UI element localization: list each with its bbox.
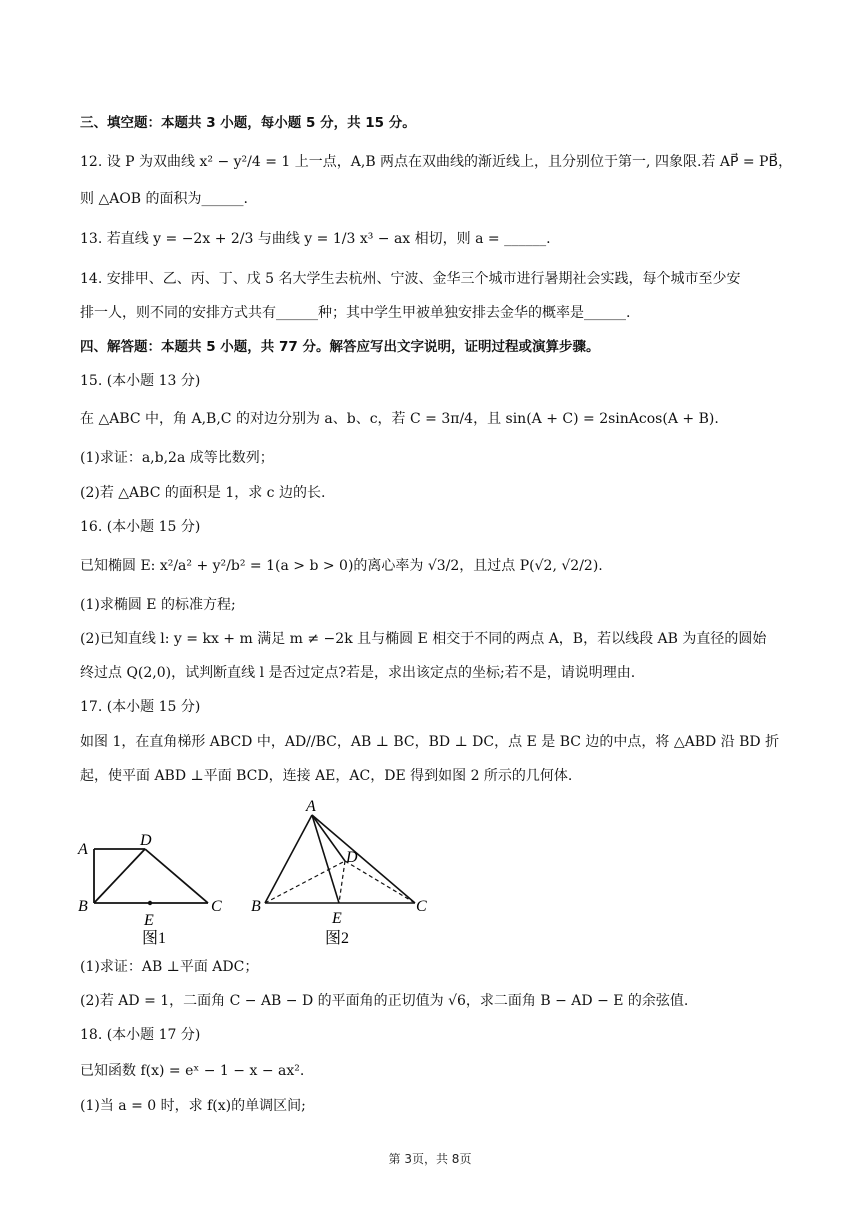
q14-line2: 排一人，则不同的安排方式共有______种；其中学生甲被单独安排去金华的概率是______. [80,305,631,321]
q16-part1: (1)求椭圆 E 的标准方程; [80,597,236,613]
fig2-label-c: C [416,898,427,915]
section-3-heading: 三、填空题：本题共 3 小题，每小题 5 分，共 15 分。 [80,115,416,131]
fig2-caption: 图2 [325,930,350,947]
fig2-label-b: B [251,898,261,915]
q17-stem-line1: 如图 1，在直角梯形 ABCD 中，AD//BC，AB ⊥ BC，BD ⊥ DC，点 E 是 BC 边的中点，将 △ABD 沿 BD 折 [80,734,780,750]
q15-part1: (1)求证：a,b,2a 成等比数列； [80,450,274,466]
page-footer: 第 3页，共 8页 [388,1152,472,1166]
q13-text: 13. 若直线 y = −2x + 2/3 与曲线 y = 1/3 x³ − ax 相切，则 a = ______. [80,231,551,247]
fig1-label-c: C [211,898,222,915]
q17-stem-line2: 起，使平面 ABD ⊥平面 BCD，连接 AE，AC，DE 得到如图 2 所示的几何体. [80,768,573,784]
q16-part2-line1: (2)已知直线 l: y = kx + m 满足 m ≠ −2k 且与椭圆 E 相交于不同的两点 A，B，若以线段 AB 为直径的圆始 [80,631,767,647]
figure-2-solid [245,795,445,950]
q15-part2: (2)若 △ABC 的面积是 1，求 c 边的长. [80,485,326,501]
section-4-heading: 四、解答题：本题共 5 小题，共 77 分。解答应写出文字说明，证明过程或演算步骤。 [80,339,600,355]
q15-title: 15. (本小题 13 分) [80,373,201,389]
fig1-label-b: B [78,898,88,915]
fig1-label-a: A [78,841,88,858]
fig1-caption: 图1 [142,930,167,947]
fig1-label-d: D [140,832,152,849]
figure-1-trapezoid [70,825,240,950]
q14-line1: 14. 安排甲、乙、丙、丁、戊 5 名大学生去杭州、宁波、金华三个城市进行暑期社会实践，每个城市至少安 [80,271,741,287]
q15-stem: 在 △ABC 中，角 A,B,C 的对边分别为 a、b、c，若 C = 3π/4，且 sin(A + C) = 2sinAcos(A + B). [80,411,719,427]
q16-title: 16. (本小题 15 分) [80,519,201,535]
fig1-label-e: E [144,912,154,929]
fig2-label-e: E [332,910,342,927]
q16-stem: 已知椭圆 E: x²/a² + y²/b² = 1(a > b > 0)的离心率为 √3/2，且过点 P(√2, √2/2). [80,558,603,574]
fig2-label-d: D [346,849,358,866]
q17-part2: (2)若 AD = 1，二面角 C − AB − D 的平面角的正切值为 √6，求二面角 B − AD − E 的余弦值. [80,993,689,1009]
q16-part2-line2: 终过点 Q(2,0)，试判断直线 l 是否过定点?若是，求出该定点的坐标;若不是，请说明理由. [80,665,636,681]
q18-part1: (1)当 a = 0 时，求 f(x)的单调区间; [80,1098,306,1114]
q18-title: 18. (本小题 17 分) [80,1027,201,1043]
q17-part1: (1)求证：AB ⊥平面 ADC； [80,959,259,975]
q18-stem: 已知函数 f(x) = eˣ − 1 − x − ax². [80,1063,305,1079]
fig2-label-a: A [306,798,316,815]
q12-line1: 12. 设 P 为双曲线 x² − y²/4 = 1 上一点，A,B 两点在双曲线的渐近线上，且分别位于第一, 四象限.若 AP⃗ = PB⃗， [80,154,793,170]
q17-title: 17. (本小题 15 分) [80,699,201,715]
q12-line2: 则 △AOB 的面积为______. [80,191,248,207]
